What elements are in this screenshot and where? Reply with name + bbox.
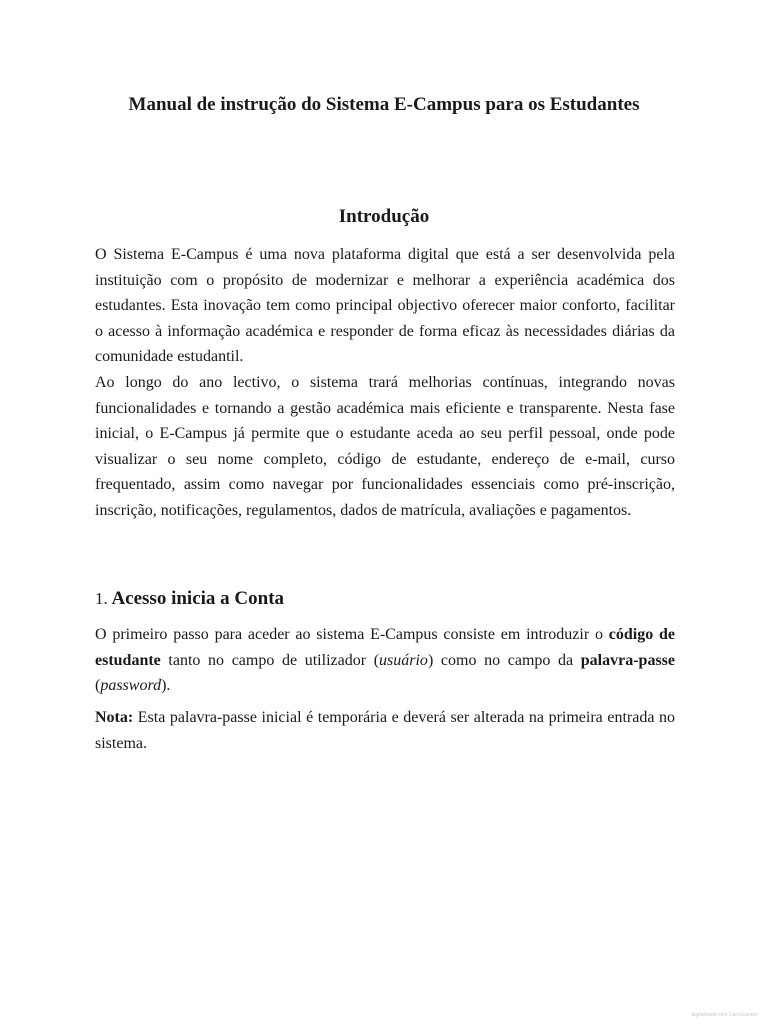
note-paragraph [95, 705, 675, 756]
step-text-2: tanto no campo de utilizador ( [160, 651, 380, 669]
step-text-4: ( [95, 677, 101, 694]
step-bold-password-field: palavra-passe [580, 651, 676, 669]
introduction-paragraph-2: Ao longo do ano lectivo, o sistema trará melhorias contínuas, integrando novas funcionalidades e tornando a gestão académica mais eficiente e transparente. Nesta fase inicial, o E-Campus já permite que o estudante aceda ao seu perfil pessoal, onde pode visualizar o seu nome completo, código de estudante, endereço de e-mail, curso frequentado, assim como navegar por funcionalidades essenciais como pré-inscrição, inscrição, notificações, regulamentos, dados de matrícula, avaliações e pagamentos. [95, 374, 675, 519]
document-title: Manual de instrução do Sistema E-Campus para os Estudantes [128, 94, 640, 115]
note-label: Nota: [95, 709, 134, 726]
introduction-paragraph-1: O Sistema E-Campus é uma nova plataforma digital que está a ser desenvolvida pela instituição com o propósito de modernizar e melhorar a experiência académica dos estudantes. Esta inovação tem como principal objectivo oferecer maior conforto, facilitar o acesso à informação académica e responder de forma eficaz às necessidades diárias da comunidade estudantil. [95, 246, 675, 365]
step-text-5: ). [161, 677, 171, 694]
account-access-paragraph [95, 622, 675, 699]
step-italic-username: usuário [379, 651, 428, 669]
note-text: Esta palavra-passe inicial é temporária e deverá ser alterada na primeira entrada no sistema. [95, 709, 675, 752]
section-1-title: Acesso inicia a Conta [111, 588, 285, 609]
step-italic-password: password [100, 677, 162, 694]
introduction-heading: Introdução [338, 206, 430, 227]
section-1-number: 1. [95, 589, 108, 608]
scanner-watermark: digitalizado com CamScanner [691, 1012, 758, 1018]
step-bold-student-code: código de estudante [95, 626, 675, 669]
section-1-heading [95, 586, 284, 612]
step-text-1: O primeiro passo para aceder ao sistema E-Campus consiste em introduzir o [95, 626, 609, 643]
step-text-3: ) como no campo da [427, 651, 581, 669]
